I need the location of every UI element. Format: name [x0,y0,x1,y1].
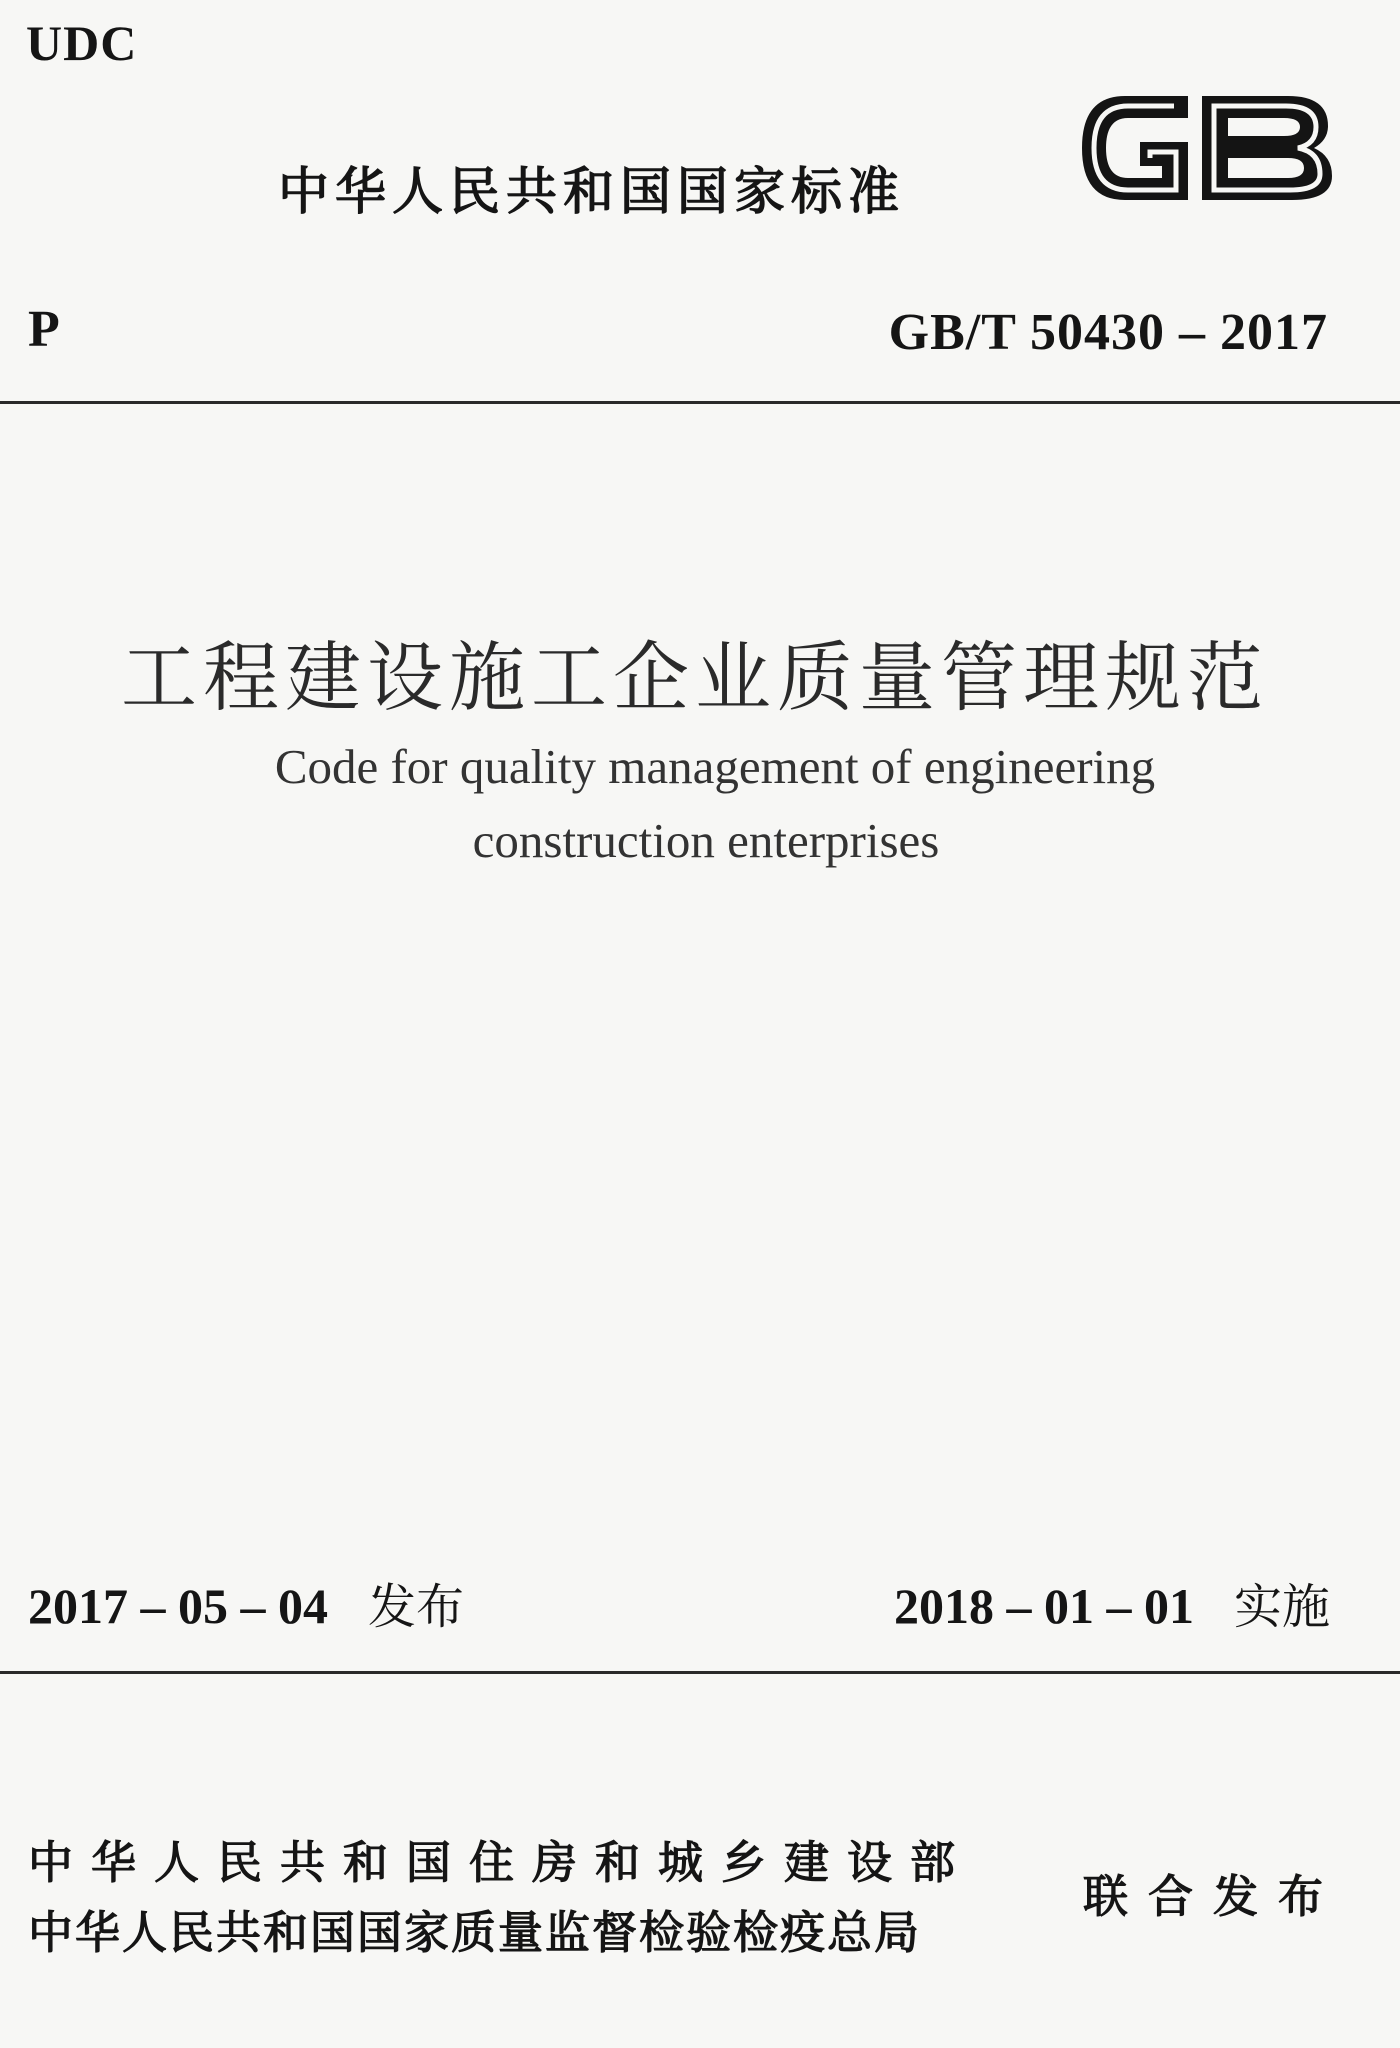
bottom-divider [0,1671,1400,1674]
title-english-line1: Code for quality management of engineering [274,739,1156,794]
standard-type-heading: 中华人民共和国国家标准 [278,163,906,222]
title-english-line2: construction enterprises [472,813,940,868]
joint-issue-label: 联合发布 [1083,1870,1344,1923]
top-divider [0,401,1400,404]
standard-number: GB/T 50430 – 2017 [888,304,1328,361]
release-date-row [28,1568,464,1637]
effective-date-row [894,1568,1330,1637]
title-chinese: 工程建设施工企业质量管理规范 [121,633,1269,722]
issuer-ministry: 中华人民共和国住房和城乡建设部 [28,1836,974,1889]
classification-code: P [28,301,60,358]
gb-logo-icon [1070,78,1340,218]
release-date: 2017 – 05 – 04 [28,1578,328,1634]
effective-label: 实施 [1233,1579,1330,1635]
release-label: 发布 [368,1579,465,1635]
effective-date: 2018 – 01 – 01 [893,1578,1194,1634]
issuer-aqsiq: 中华人民共和国国家质量监督检验检疫总局 [28,1906,922,1959]
udc-label: UDC [26,15,138,71]
